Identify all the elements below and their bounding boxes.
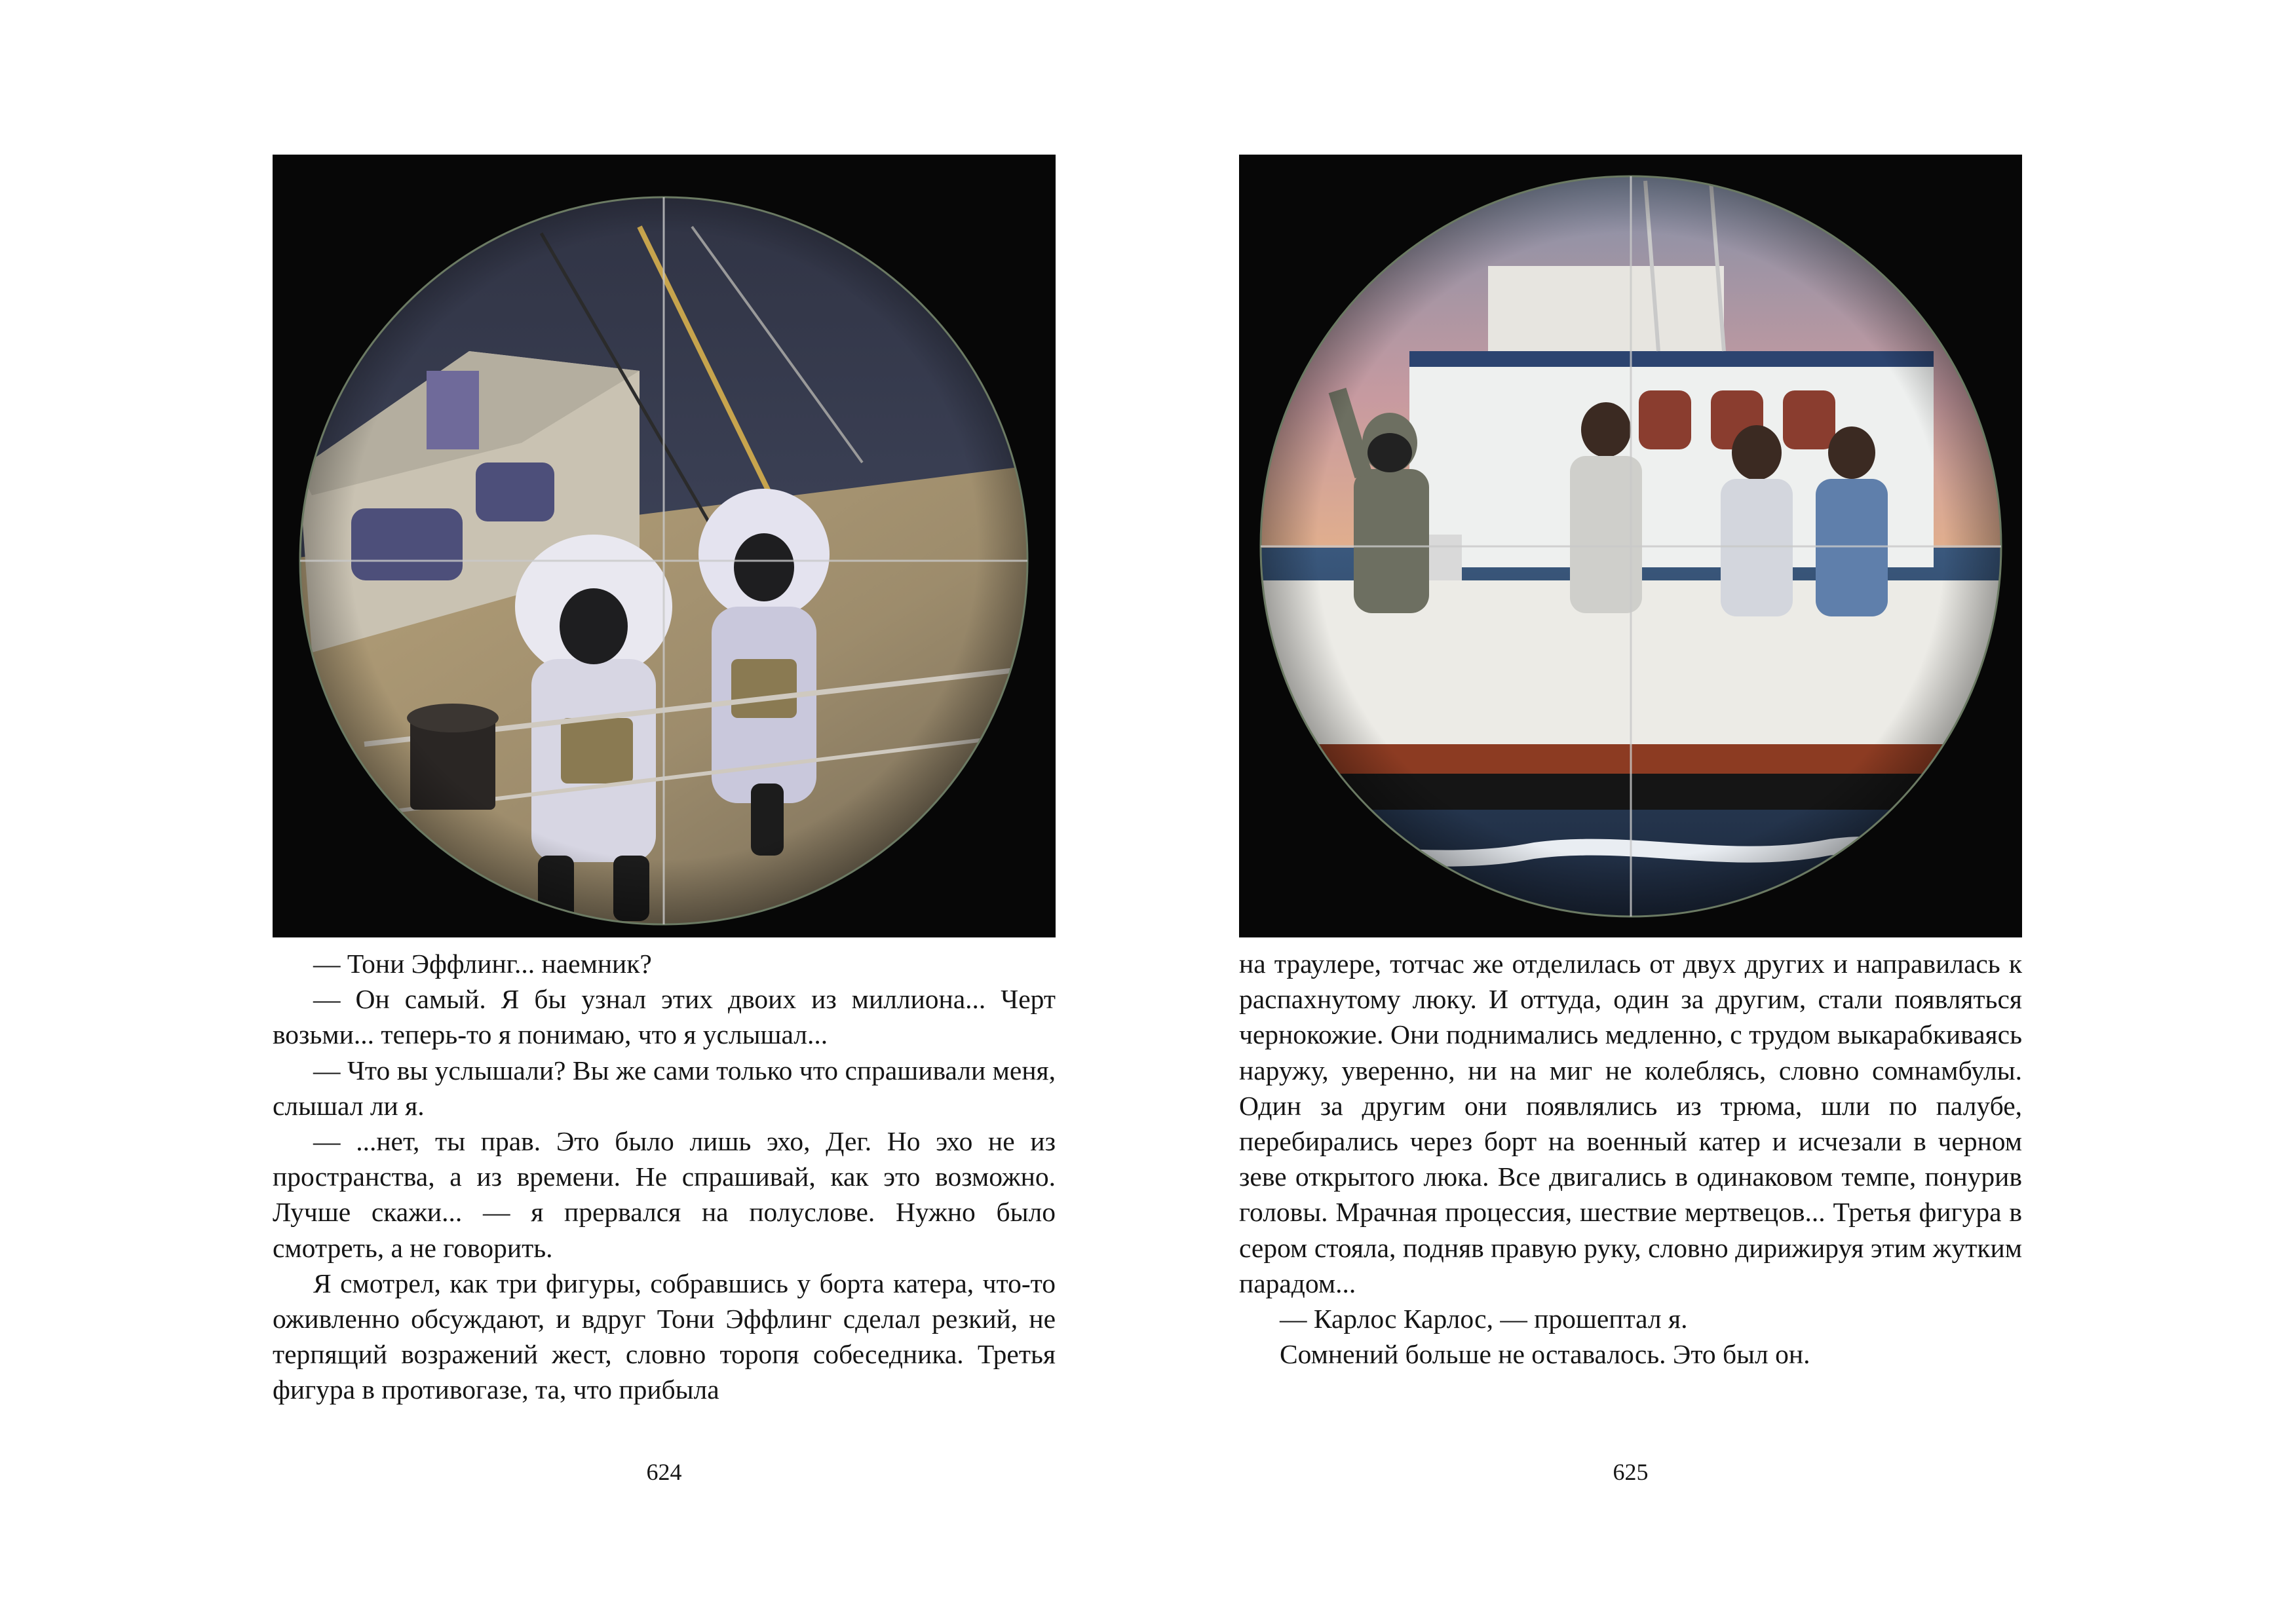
paragraph: — ...нет, ты прав. Это было лишь эхо, Дег. Но эхо не из пространства, а из времени. Не спрашивай, как это возможно. Лучше скажи... — я прервался на полуслове. Нужно было смотреть, а не говорить. [273,1126,1056,1263]
paragraph: на траулере, тотчас же отделилась от двух других и направилась к распахнутому люку. И оттуда, один за другим, стали появляться чернокожие. Они поднимались медленно, с трудом выкарабкиваясь наружу, уверенно, ни на миг не колеблясь, словно сомнамбулы. Один за другим они появлялись из трюма, шли по палубе, перебирались через борт на военный катер и исчезали в черном зеве открытого люка. Все двигались в одинаковом темпе, понурив головы. Мрачная процессия, шествие мертвецов... Третья фигура в сером стояла, подняв правую руку, словно дирижируя этим жутким парадом... [1239,949,2022,1298]
left-page-text [273,946,1056,1408]
page-number: 624 [646,1459,682,1485]
scope-illustration-trawler [1239,155,2022,937]
right-page-text [1239,946,2022,1372]
paragraph: — Что вы услышали? Вы же сами только что спрашивали меня, слышал ли я. [273,1055,1056,1121]
scope-illustration-hazmat-deck [273,155,1056,937]
scope-view [1239,155,2022,937]
paragraph: — Тони Эффлинг... наемник? [313,949,652,979]
page-number: 625 [1613,1459,1649,1485]
paragraph: — Он самый. Я бы узнал этих двоих из миллиона... Черт возьми... теперь-то я понимаю, что я услышал... [273,984,1056,1050]
paragraph: Сомнений больше не оставалось. Это был он. [1280,1339,1810,1370]
right-page [1147,0,2294,1624]
scope-view [273,155,1056,937]
paragraph: — Карлос Карлос, — прошептал я. [1280,1304,1688,1334]
paragraph: Я смотрел, как три фигуры, собравшись у борта катера, что-то оживленно обсуждают, и вдруг Тони Эффлинг сделал резкий, не терпящий возражений жест, словно торопя собеседника. Третья фигура в противогазе, та, что прибыла [273,1268,1056,1405]
